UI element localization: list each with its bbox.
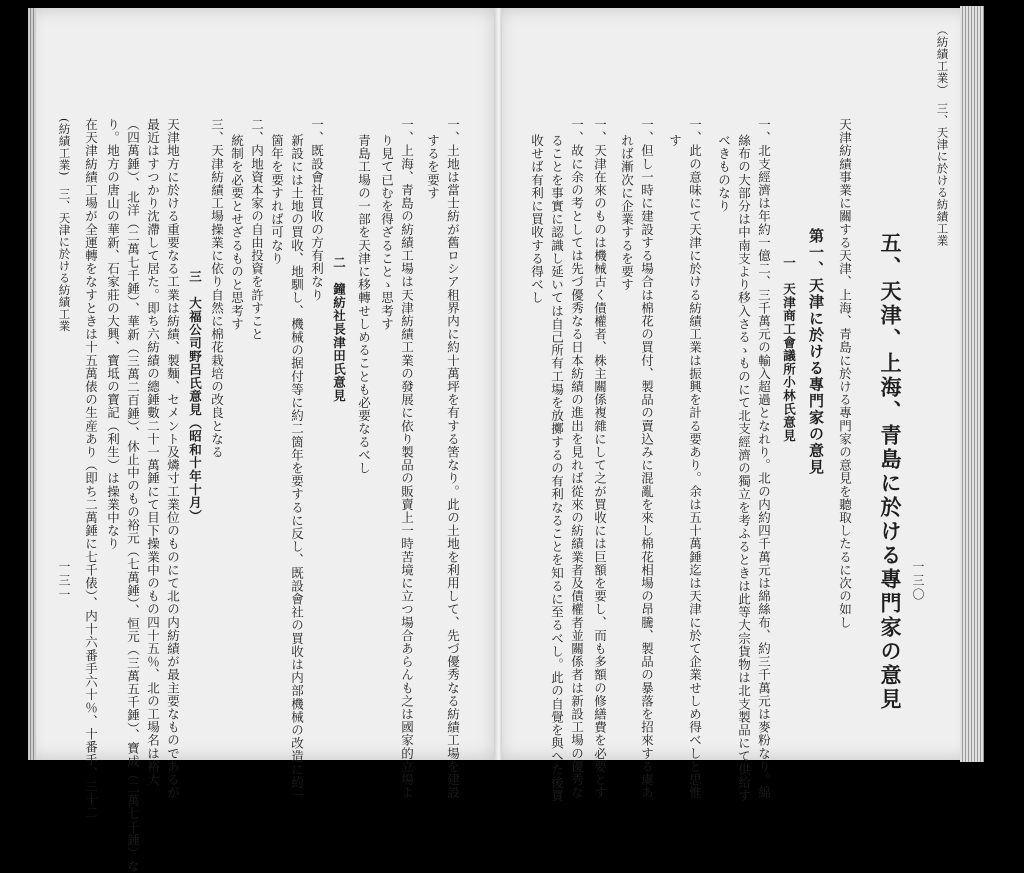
text-column: 在天津紡績工場が全運轉をなすときは十五萬俵の生産あり（即ち二萬錘に七千俵）、内十六番手六十％、十番手、三十二: [83, 118, 99, 820]
running-head-left: (紡績工業) 三、天津に於ける紡績工業: [57, 118, 72, 332]
text-column: べきものなり: [716, 134, 732, 213]
text-column: 一、但し一時に建設する場合は棉花の買付、製品の賣込みに混亂を來し棉花相場の昂騰、製品の暴落を招來する虞あ: [639, 118, 655, 800]
text-column: 一、上海、青島の紡績工場は天津紡績工業の發展に依り製品の販賣上一時苦境に立つ場合あらんも之は國家的立場よ: [399, 118, 415, 800]
text-column: れば漸次に企業するを要す: [619, 134, 635, 292]
subsection-heading-kobayashi: 一 天津商工會議所小林氏意見: [781, 256, 797, 443]
section-heading: 第一、天津に於ける專門家の意見: [807, 228, 825, 476]
text-column: 二、内地資本家の自由投資を許すこと: [249, 118, 265, 341]
left-page-edge: [28, 8, 36, 760]
text-column: 三、天津紡績工場操業に依り自然に棉花栽培の改良となる: [209, 118, 225, 459]
text-column: 一、天津在來のものは機械古く債權者、株主關係複雜にして之が買收には巨額を要し、而も多額の修繕費を必要とす: [592, 118, 608, 800]
running-head-right: （紡績工業） 三、天津に於ける紡績工業: [935, 24, 950, 247]
right-page-edge: [960, 6, 984, 762]
text-column: り見て已むを得ざることゝ思考す: [379, 134, 395, 331]
page-number-left: 一三一: [57, 560, 71, 602]
text-column: ることを事實に認識し延いては自己所有工場を放擲するの有利なることを知るに至るべし。此の自覺を與へた後買: [549, 134, 565, 803]
chapter-title: 五、天津、上海、青島に於ける專門家の意見: [878, 232, 903, 712]
text-column: 箇年を要すれば可なり: [269, 134, 285, 265]
text-column: す: [667, 134, 683, 148]
book-gutter: [494, 8, 502, 760]
text-column: 一、土地は當士紡が舊ロシア租界内に約十萬坪を有する筈なり。此の土地を利用して、先づ優秀なる紡績工場を建設: [445, 118, 461, 800]
intro-text: 天津紡績事業に關する天津、上海、青島に於ける專門家の意見を聽取したるに次の如し: [837, 118, 853, 629]
text-column: 青島工場の一部を天津に移轉せしめることも必要なるべし: [356, 134, 372, 475]
page-number-right: 一三〇: [911, 560, 925, 602]
text-column: 一、此の意味にて天津に於ける紡績工業は振興を計る要あり。余は五十萬錘迄は天津に於て企業せしめ得べしと思惟: [687, 118, 703, 800]
text-column: 收せば有利に買收する得べし: [529, 134, 545, 305]
text-column: 最近はすつかり沈滯して居た。即ち六紡績の總錘數二十一萬錘にて目下操業中のもの四十五％、北の工場名は裕大: [145, 118, 161, 787]
subsection-heading-noro: 三 大福公司野呂氏意見（昭和十年十月）: [187, 270, 203, 523]
text-column: 新設には土地の買收、地馴し、機械の据付等に約二箇年を要するに反し、既設會社の買收は内部機械の改造に約一: [289, 134, 305, 803]
subsection-heading-tsuda: 二 鐘紡社長津田氏意見: [331, 256, 347, 403]
text-column: （四萬錘）、北洋（二萬七千錘）、華新（三萬二百錘）、休止中のもの裕元（七萬錘）、恒元（三萬五千錘）、寶成（二萬七千錘）な: [125, 118, 141, 873]
text-column: 絲布の大部分は中南支より移入さるゝものにて北支經濟の獨立を考ふるときは此等大宗貨物は北支製品にて供給す: [736, 134, 752, 803]
text-column: 一、故に余の考としては先づ優秀なる日本紡績の進出を見れば從來の紡績業者及債權者並關係者は新設工場の優秀な: [569, 118, 585, 800]
text-column: 天津地方に於ける重要なる工業は紡績、製麵、セメント及燐寸工業位のものにて北の内紡績が最主要なものであるが: [165, 118, 181, 800]
text-column: するを要す: [425, 134, 441, 200]
text-column: 一、北支經濟は年約一億二、三千萬元の輸入超過となれり。北の内約四千萬元は綿絲布、約三千萬元は麥粉なり。綿: [756, 118, 772, 800]
text-column: り。地方の唐山の華新、石家莊の大興、寶坻の寶記（利生）は操業中なり: [105, 118, 121, 551]
text-column: 一、既設會社買收の方有利なり: [309, 118, 325, 302]
text-column: 統制を必要とせざるものと思考す: [229, 134, 245, 331]
